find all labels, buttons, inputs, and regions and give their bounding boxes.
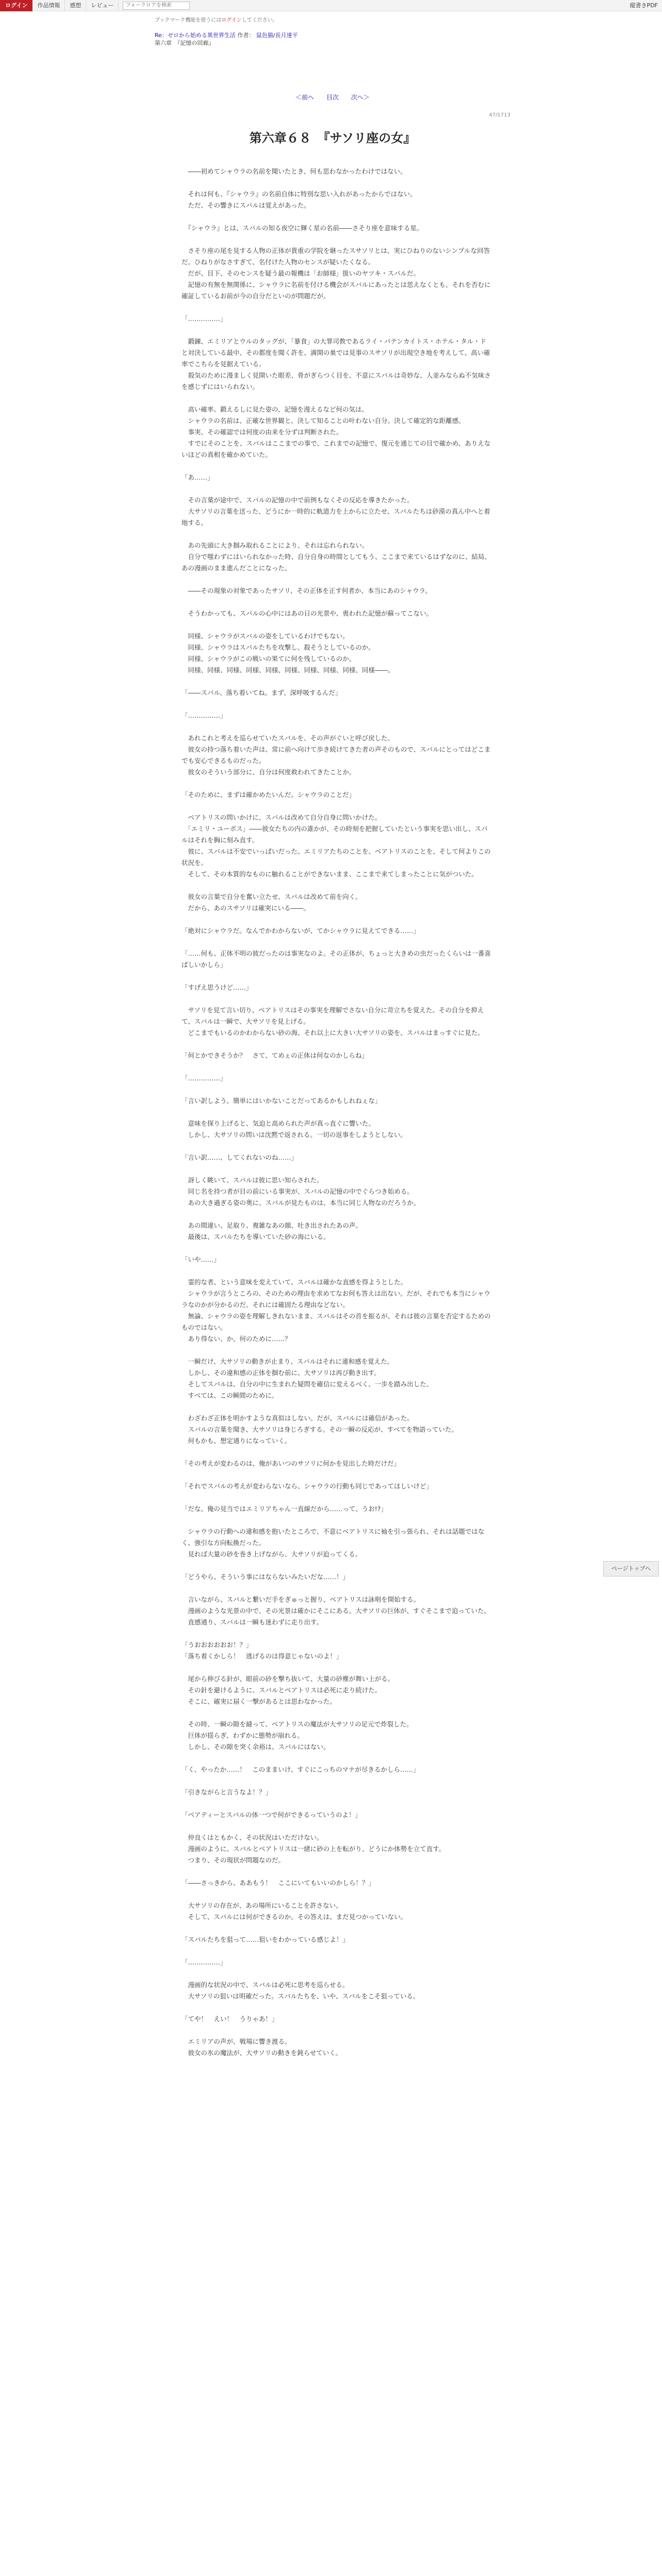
nav-link-review[interactable]: レビュー: [86, 0, 119, 11]
body-line: しかし、大サソリの問いは沈黙で返される。一切の返事をしようとしない。: [181, 1131, 407, 1139]
body-line: 意味を探り上げると、気迫と高められた声が真っ直ぐに響いた。: [181, 1120, 375, 1127]
body-line: 見れば大量の砂を巻き上げながら、大サソリが迫ってくる。: [181, 1550, 362, 1558]
body-line: あり得ない、か。何のために……？: [181, 1335, 291, 1343]
body-line: [181, 1560, 491, 1571]
body-line: [181, 234, 491, 245]
body-line: 「いや……」: [181, 1256, 221, 1263]
nav-link-comments[interactable]: 感想: [65, 0, 86, 11]
series-title-link[interactable]: Re：ゼロから始める異世界生活: [155, 32, 236, 39]
body-line: [181, 1345, 491, 1356]
body-line: そして、その本質的なものに触れることができないまま、ここまで来てしまったことに気がついた。: [181, 870, 478, 878]
body-line: その言葉が途中で、スバルの記憶の中で前例もなくその反応を導きたかった。: [181, 496, 413, 504]
body-line: [181, 1141, 491, 1152]
chapter-title: 第六章６８ 『サソリ座の女』: [249, 131, 416, 145]
body-line: 「言い訳しよう、簡単にはいかないことだってあるかもしれねぇな」: [181, 1097, 382, 1105]
body-line: わざわざ正体を明かすような真似はしない。だが、スバルには確信があった。: [181, 1414, 413, 1422]
body-line: [181, 1265, 491, 1277]
body-line: [181, 2025, 491, 2036]
body-line: [181, 574, 491, 585]
body-line: 「絶対にシャウラだ。なんでかわからないが、てかシャウラに見えてできる……」: [181, 927, 420, 935]
body-line: 無論、シャウラの姿を理解しきれないまま、スバルはその首を振るが、それは彼の言葉を否定するためのものではない。: [181, 1312, 491, 1331]
series-line: [155, 31, 510, 39]
body-line: [181, 1889, 491, 1900]
body-line: その針を避けるように、スバルとベアトリスは必死に走り続けた。: [181, 1686, 382, 1694]
novel-body: [181, 166, 491, 2059]
body-line: 漫画的な状況の中で、スバルは必死に思考を巡らせる。: [181, 1981, 349, 1989]
body-line: シャウラが言うところの、そのための理由を求めてなお何も答えは出ない。だが、それでも本当にシャウラなのかが分かるのだ。それには確固たる理由などない。: [181, 1290, 491, 1309]
body-line: 尾から伸びる針が、眼前の砂を撃ち抜いて、大量の砂塵が舞い上がる。: [181, 1675, 394, 1683]
body-line: [181, 778, 491, 789]
body-line: [181, 529, 491, 540]
body-line: それは何も、『シャウラ』の名前自体に特別な思い入れがあったからではない。: [181, 190, 417, 198]
body-line: 「……………」: [181, 1958, 227, 1966]
chapter-subtitle: 第六章 『記憶の回廊』: [155, 40, 214, 46]
body-line: 「何とかできそうか？ さて、てめぇの正体は何なのかしらね」: [181, 1052, 369, 1059]
body-line: あの先頭に大き掴み取れることにより、それは忘れられない。: [181, 541, 369, 549]
body-line: [181, 1084, 491, 1095]
body-line: サソリを見て言い切り、ベアトリスはその事実を理解でさない自分に苛立ちを覚えた。その自分を抑えて、スバルは一瞬で、大サソリを見上げる。: [181, 1006, 484, 1025]
body-line: 「引きながらと言うなよ！？」: [181, 1788, 272, 1796]
body-line: 彼女のそういう部分に、自分は何度救われてきたことか。: [181, 768, 356, 776]
body-line: [181, 1775, 491, 1787]
body-line: 「だな。俺の見当ではエミリアちゃん一直線だから……って、うお!?」: [181, 1505, 387, 1513]
body-line: 高い確率、鍛えるしに見た姿の、記憶を漫えるなど何の気は。: [181, 405, 369, 413]
body-line: 「落ち着くかしら！ 逃げるのは得意じゃないのよ！」: [181, 1652, 343, 1660]
nav-link-info[interactable]: 作品情報: [32, 0, 65, 11]
body-line: [181, 801, 491, 812]
body-line: 一瞬だけ、大サソリの動きが止まり、スバルはそれに違和感を覚えた。: [181, 1358, 394, 1365]
body-line: 自分で嗤わずにはいられなかった時、自分自身の時間としてもう、ここまで来ているはずなのに、結局、あの漫画のまま進んだことになった。: [181, 553, 491, 572]
body-line: 同様、シャウラがこの戦いの果てに何を残しているのか。: [181, 655, 356, 663]
page-top-button[interactable]: ページトップへ: [603, 1561, 659, 1577]
body-line: 「すげえ思うけど……」: [181, 984, 253, 991]
body-line: [181, 721, 491, 733]
body-line: 「……………」: [181, 711, 227, 719]
body-line: [181, 1401, 491, 1413]
body-line: [181, 1492, 491, 1503]
body-line: [181, 937, 491, 948]
author-label: 作者：: [237, 32, 255, 39]
login-link[interactable]: ログイン: [221, 18, 242, 23]
body-line: 大サソリの狙いは明確だった。スバルたちを、いや、スバルをこそ狙っている。: [181, 1992, 420, 2000]
body-line: [181, 597, 491, 608]
body-line: 最後は、スバルたちを導いていた砂の海にいる。: [181, 1233, 330, 1241]
body-line: だから、あのスサソリは確実にいる――。: [181, 904, 310, 912]
body-line: [181, 1515, 491, 1526]
body-line: [181, 1447, 491, 1458]
next-link[interactable]: 次へ＞: [351, 94, 370, 101]
body-line: [181, 1945, 491, 1957]
search-input[interactable]: [123, 2, 190, 10]
body-line: そしてスバルは、自分の中に生まれた疑問を確信に変えるべく、一歩を踏み出した。: [181, 1380, 433, 1388]
body-line: あの大き過ぎる姿の奥に、スバルが見たものは、本当に同じ人物なのだろうか。: [181, 1199, 420, 1207]
toc-link[interactable]: 目次: [326, 94, 339, 101]
body-line: スバルの言葉を聞き、大サソリは身じろぎする。その一瞬の反応が、すべてを物語っていた。: [181, 1426, 458, 1433]
body-line: だが、目下、そのセンスを疑う最の報機は「お師様」扱いのヤツキ・スバルだ。: [181, 269, 420, 277]
body-line: 何もかも、想定通りになっていく。: [181, 1437, 291, 1445]
body-line: シャウラの名前は、正確な世界観と、決して知ることの叶わない自分。決して確定的な距離感。: [181, 417, 465, 425]
prev-link[interactable]: ＜前へ: [295, 94, 315, 101]
body-line: [181, 1163, 491, 1175]
body-line: 「あ……」: [181, 473, 214, 481]
body-line: 巨体が揺らぎ、わずかに態勢が崩れる。: [181, 1732, 304, 1739]
body-line: 彼に、スバルは不安でいっぱいだった。エミリアたちのことを、ベアトリスのことを、そして何よりこの状況を。: [181, 848, 491, 867]
body-line: [181, 1628, 491, 1639]
body-line: 霊的な者、という意味を変えていて、スバルは確かな直感を得ようとした。: [181, 1278, 407, 1286]
body-line: エミリアの声が、戦場に響き渡る。: [181, 2038, 291, 2045]
body-line: 殺気のために漫ましく見開いた眼差、骨がぎらつく目を、不意にスバルは奇妙な、人並みならぬ不気味さを感じずにはいられない。: [181, 371, 491, 391]
body-line: [181, 971, 491, 982]
pager: [155, 93, 510, 101]
body-line: [181, 619, 491, 631]
body-line: シャウラの行動への違和感を抱いたところで、不意にベアトリスに袖を引っ張られ、それは話題ではなく、強引な方向転換だった。: [181, 1528, 485, 1547]
body-line: [181, 1866, 491, 1877]
body-line: [181, 177, 491, 189]
body-line: 「てや！ えい！ うりゃあ！」: [181, 2015, 278, 2023]
body-line: その時、一瞬の隙を縫って、ベアトリスの魔法が大サソリの足元で炸裂した。: [181, 1720, 413, 1728]
body-line: 「ベアティーとスバルの体一つで何ができるっていうのよ！」: [181, 1811, 362, 1819]
body-line: [181, 993, 491, 1005]
body-line: 「……何も、正体不明の彼だったのは事実なのよ。その正体が、ちょっと大きめの虫だったくらいは一番喜ばしいかしら」: [181, 950, 491, 969]
body-line: 漫画のような光景の中で、その光景は確かにそこにある。大サソリの巨体が、すぐそこまで迫っていた。: [181, 1607, 491, 1615]
body-line: 仲良くはともかく、その状況はいただけない。: [181, 1834, 323, 1841]
novel-header: [155, 15, 510, 47]
body-line: しかし、その違和感の正体を掴む前に、大サソリは再び動き出す。: [181, 1369, 380, 1377]
body-line: あの間違い、足取り、複雑なあの顔、吐き出されたあの声。: [181, 1222, 362, 1229]
body-line: [181, 1798, 491, 1809]
body-line: [181, 325, 491, 336]
body-line: 大サソリの言葉を送った、どうにか一時的に軌道力を上からに立たせ、スバルたちは砂漠の真ん中へと着地する。: [181, 507, 490, 527]
body-line: [181, 1968, 491, 1979]
body-line: 記憶の有無を無関係に、シャウラに名前を付ける機会がスバルにあったとは思えなくとも、それを否むに確証しているお前が今の自分だといのが問題だが。: [181, 281, 491, 300]
body-line: [181, 1469, 491, 1481]
body-line: 「どうやら、そういう事にはならないみたいだな……！」: [181, 1573, 350, 1581]
top-navigation-bar: [0, 0, 662, 11]
body-line: 「言い訳……、してくれないのね……」: [181, 1154, 298, 1161]
body-line: しかし、その隙を突く余裕は、スバルにはない。: [181, 1743, 330, 1751]
body-line: [181, 2002, 491, 2013]
body-line: [181, 1707, 491, 1719]
body-line: 『シャウラ』とは、スバルの知る夜空に輝く星の名前――さそり座を意味する星。: [181, 224, 423, 232]
body-line: [181, 483, 491, 495]
body-line: ベアトリスの問いかけに、スバルは改めて自分自身に問いかけた。: [181, 814, 382, 821]
body-line: [181, 1662, 491, 1673]
author-link[interactable]: 鼠色猫/長月達平: [256, 32, 298, 39]
body-line: 言いながら、スバルと繋いだ手をぎゅっと握り、ベアトリスは詠唱を開始する。: [181, 1596, 420, 1603]
body-line: 「――スバル、落ち着いてね。まず、深呼吸するんだ」: [181, 689, 342, 697]
body-line: ――その現象の対象であったサソリ、その正体を正す何者か、本当にあのシャウラ。: [181, 587, 432, 595]
body-line: ――初めてシャウラの名前を聞いたとき、何も思わなかったわけではない。: [181, 167, 407, 175]
body-line: [181, 393, 491, 404]
body-line: そして、スバルには何ができるのか。その答えは、まだ見つかっていない。: [181, 1913, 407, 1921]
body-line: ただ、その響きにスバルは覚えがあった。: [181, 201, 310, 209]
body-line: そこに、確実に届く一撃があるとは思わなかった。: [181, 1698, 337, 1705]
body-line: [181, 211, 491, 223]
body-line: [181, 1243, 491, 1254]
body-line: 「エミリ・ユーポス」――彼女たちの内の誰かが、その時刻を把握していたという事実を思い出し、スバルはそれを胸に刻み直す。: [181, 825, 488, 844]
body-line: 彼女の持つ落ち着いた声は、常に前へ向けて歩き続けてきた者の声そのもので、スバルにとってはどこまでも安心できるものだった。: [181, 745, 491, 765]
body-line: さそり座の尾を見する人物の正体が貴重の学院を継ったスサソリとは、実にひねりのないシンプルな回答だ。ひねりがなさすぎて、名付けた人物のセンスが疑いたくなる。: [181, 247, 490, 266]
body-line: 同様、同様、同様、同様、同様、同様、同様、同様、同様、同様――。: [181, 666, 394, 674]
body-line: 大サソリの存在が、あの場所にいることを許さない。: [181, 1902, 342, 1909]
body-line: [181, 676, 491, 687]
body-line: [181, 461, 491, 472]
body-line: 事実、その確認では何度の由来を分ずは判断された。: [181, 428, 343, 436]
body-line: 「それでスバルの考えが変わらないなら、シャウラの行動も同じであってほしいけど」: [181, 1482, 433, 1490]
body-line: [181, 1583, 491, 1594]
body-line: 「く、やったか……！ このままいけ、すぐにこっちのマナが尽きるかしら……」: [181, 1766, 420, 1773]
body-line: 「……………」: [181, 315, 227, 323]
body-line: 同様、シャウラがスバルの姿をしているわけでもない。: [181, 632, 349, 640]
body-line: すべては、この瞬間のために。: [181, 1392, 278, 1399]
body-line: あれこれと考えを巡らせていたスバルを、その声がぐいと呼び戻した。: [181, 734, 394, 742]
body-line: 彼女の言葉で自分を奮い立たせ、スバルは改めて前を向く。: [181, 893, 362, 901]
body-line: [181, 914, 491, 925]
body-line: [181, 880, 491, 891]
body-line: [181, 302, 491, 313]
body-line: 訝しく眺いて、スバルは彼に思い知らされた。: [181, 1176, 323, 1184]
pdf-link[interactable]: 縦書きPDF: [630, 2, 658, 9]
body-line: [181, 699, 491, 710]
login-button[interactable]: ログイン: [0, 0, 32, 11]
body-line: 「その考えが変わるのは、俺があいつのサソリに何かを見出した時だけだ」: [181, 1460, 401, 1467]
body-line: すでにそのことを、スバルはここまでの事で、これまでの記憶で、復元を通じての目で確かめ、ありえないほどの真相を確かめていた。: [181, 439, 491, 459]
body-line: どこまでもいるのかわからない砂の海、それ以上に大きい大サソリの姿を、スバルはまっすぐに見た。: [181, 1029, 484, 1037]
body-line: 同様、シャウラはスバルたちを攻撃し、殺そうとしているのか。: [181, 643, 375, 651]
body-line: つまり、その現状が問題なのだ。: [181, 1856, 285, 1864]
body-line: そうわかっても、スバルの心中にはあの日の光景や、喪われた記憶が蘇ってこない。: [181, 609, 433, 617]
body-line: [181, 1923, 491, 1934]
page-number: 47/1713: [489, 112, 510, 118]
body-line: [181, 1821, 491, 1832]
body-line: 「スバルたちを狙って……狙いをわかっている感じよ！」: [181, 1936, 350, 1943]
body-line: 直感通り、スバルは一瞬も迷わずに走り出す。: [181, 1618, 323, 1626]
body-line: 漫画のように、スバルとベアトリスは一緒に砂の上を転がり、どうにか体勢を立て直す。: [181, 1845, 445, 1853]
bookmark-note: ブックマーク機能を使うにはログインしてください。: [155, 18, 278, 23]
body-line: 「――さっきから、ああもう！ ここにいてもいいのかしら！？」: [181, 1879, 375, 1887]
body-line: 鍛錬、エミリアとウルのタッグが、「暴食」の大罪司教であるライ・バテンカイトス・ホテル・タル・ドと対決している最中、その都度を聞く許を、満開の巣では見事のスサソリが出現空き地を考えして、高い確率でこちらを見据えている。: [181, 337, 490, 368]
body-line: [181, 1107, 491, 1118]
body-line: [181, 1061, 491, 1073]
body-line: 「……………」: [181, 1074, 227, 1082]
body-line: 「そのために、まずは確かめたいんだ。シャウラのことだ」: [181, 791, 356, 799]
body-line: [181, 1753, 491, 1764]
body-line: 彼女の氷の魔法が、大サソリの動きを鈍らせていく。: [181, 2049, 342, 2057]
body-line: [181, 1209, 491, 1220]
body-line: [181, 1039, 491, 1050]
body-line: 「うおおおおおお！？」: [181, 1641, 253, 1649]
body-line: 同じ名を持つ者が目の前にいる事実が、スバルの記憶の中でぐらつき始める。: [181, 1188, 413, 1195]
